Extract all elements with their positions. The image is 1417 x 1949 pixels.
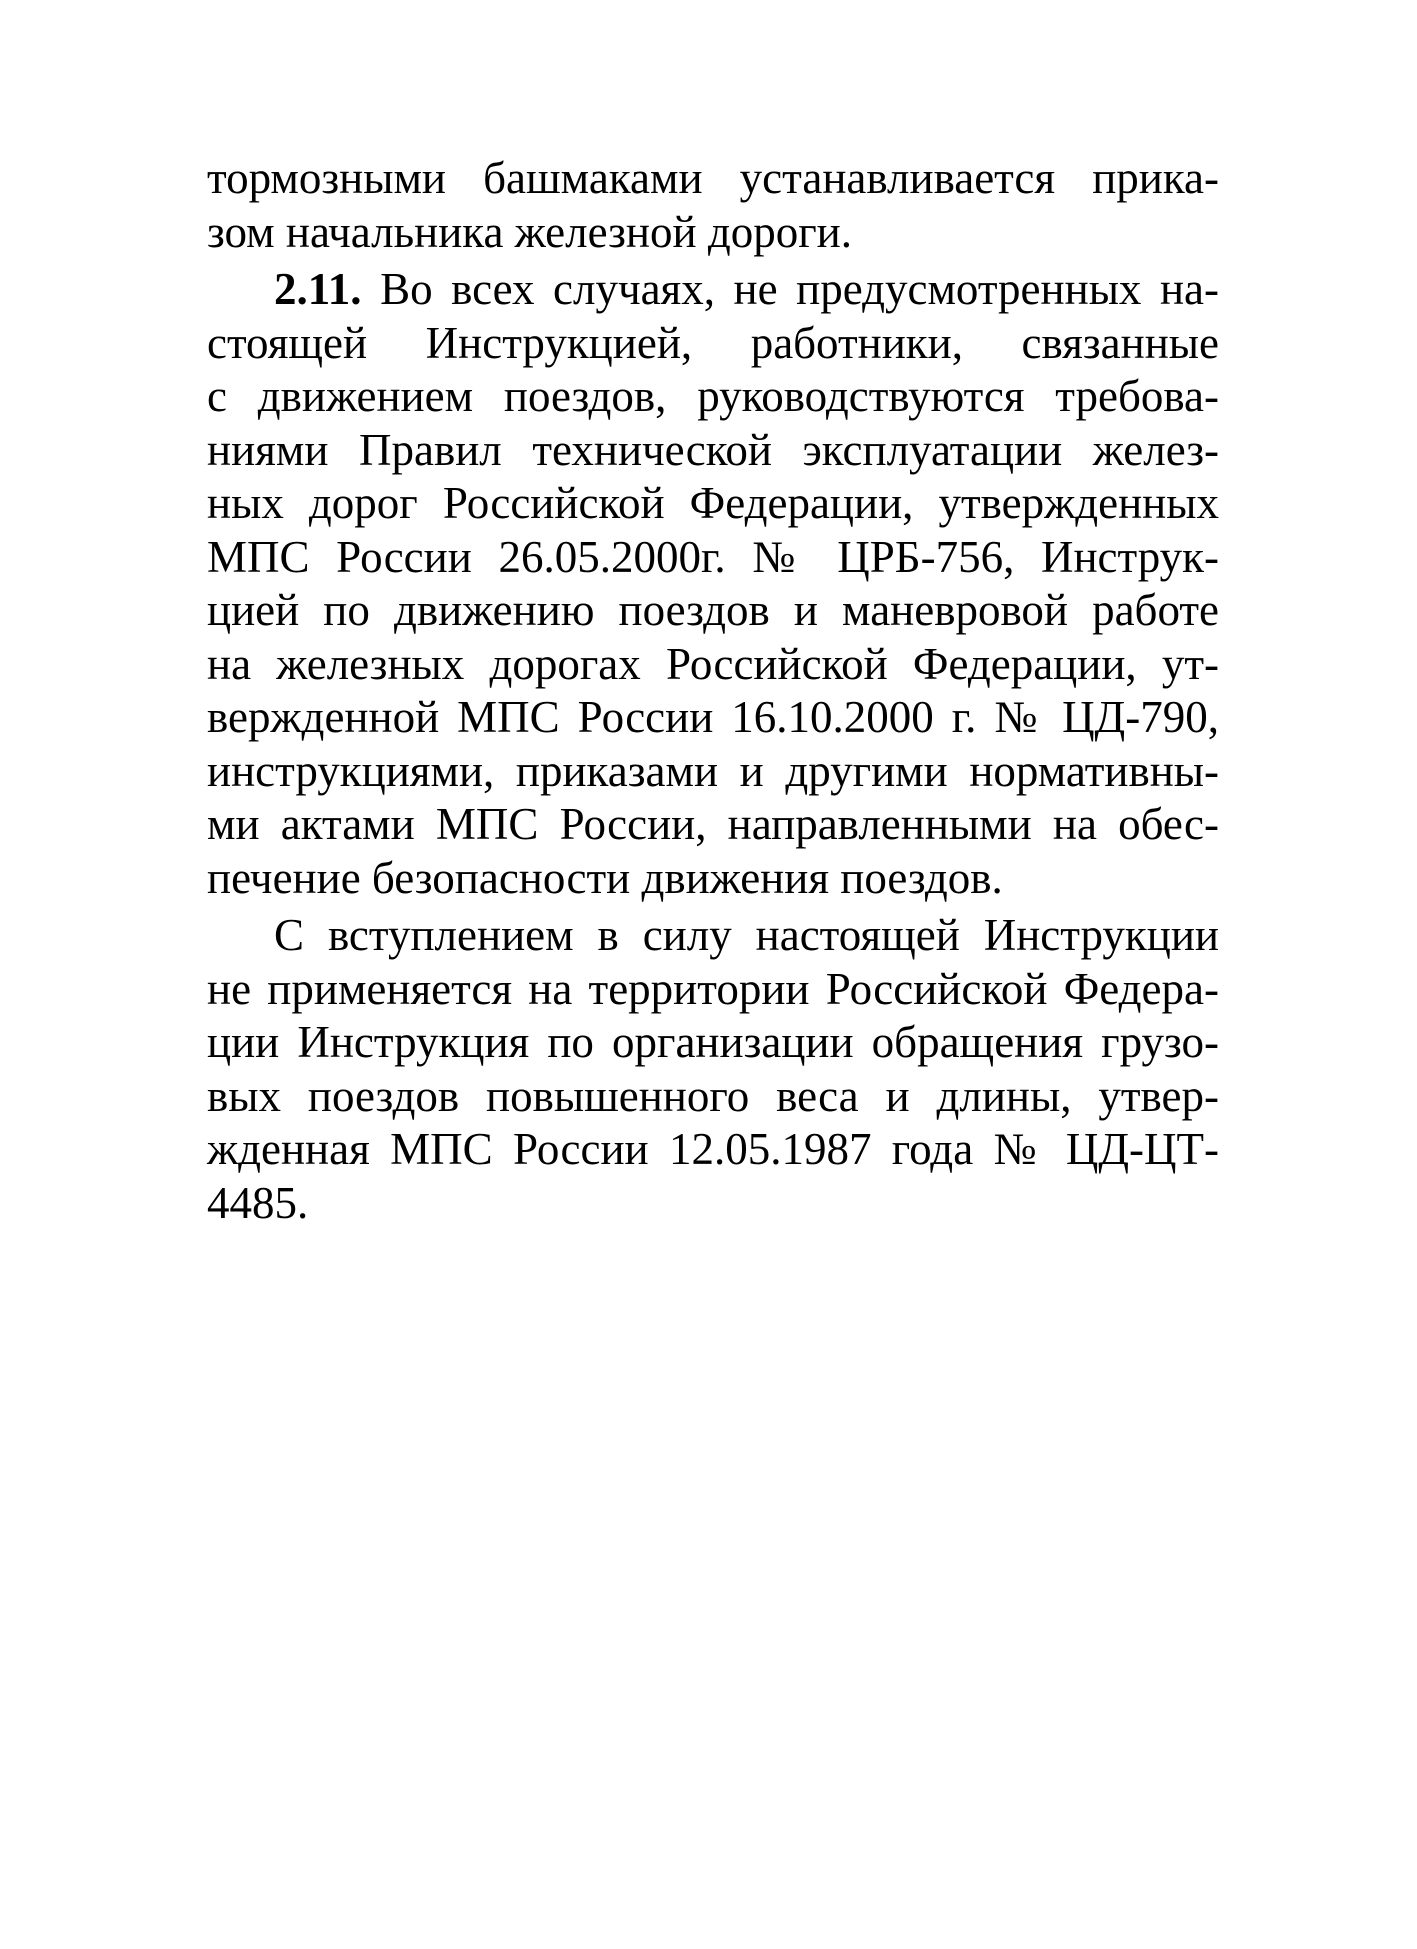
document-body: [207, 152, 1219, 1230]
text-line: вержденной МПС России 16.10.2000 г. № ЦД-790,: [207, 692, 1219, 742]
text-line: на железных дорогах Российской Федерации, ут-: [207, 638, 1219, 689]
text-line: цией по движению поездов и маневровой работе: [207, 585, 1219, 635]
paragraph-section-2-11: [207, 263, 1219, 905]
section-number: 2.11.: [274, 264, 362, 314]
text-line: не применяется на территории Российской Федера-: [207, 963, 1219, 1014]
text-line: МПС России 26.05.2000г. № ЦРБ-756, Инструк-: [207, 531, 1219, 582]
text-line: ции Инструкция по организации обращения грузо-: [207, 1017, 1219, 1067]
text-line: с движением поездов, руководствуются требова-: [207, 371, 1219, 421]
text-line: жденная МПС России 12.05.1987 года № ЦД-ЦТ-: [207, 1124, 1219, 1174]
text-line: С вступлением в силу настоящей Инструкции: [274, 910, 1219, 960]
text-line: зом начальника железной дороги.: [207, 206, 853, 257]
text-line: печение безопасности движения поездов.: [207, 852, 1003, 903]
paragraph-continuation: [207, 152, 1219, 259]
text-line: ных дорог Российской Федерации, утвержденных: [207, 478, 1219, 528]
text-line: тормозными башмаками устанавливается прика-: [207, 153, 1219, 203]
text-line: [207, 263, 1219, 317]
text-line: ми актами МПС России, направленными на обес-: [207, 799, 1219, 849]
text-line: 4485.: [207, 1177, 309, 1228]
text-line: стоящей Инструкцией, работники, связанные: [207, 317, 1219, 368]
text-line: вых поездов повышенного веса и длины, утвер-: [207, 1070, 1219, 1121]
paragraph-effect: [207, 909, 1219, 1230]
text-line: ниями Правил технической эксплуатации желез-: [207, 424, 1219, 475]
text-line: инструкциями, приказами и другими нормативны-: [207, 745, 1219, 796]
section-first-line-text: Во всех случаях, не предусмотренных на-: [380, 264, 1219, 314]
